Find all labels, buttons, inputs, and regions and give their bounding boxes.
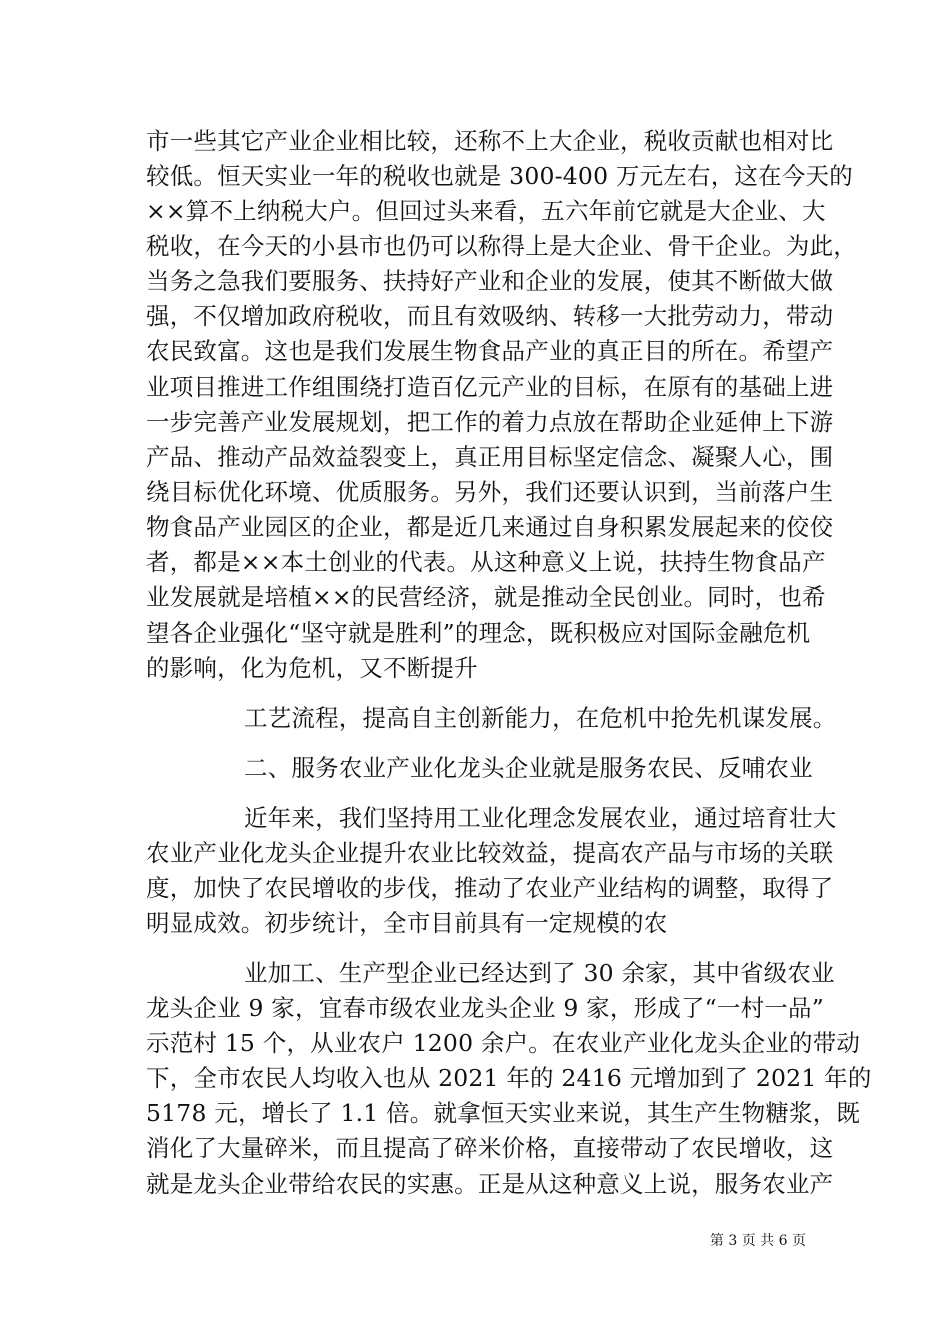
body-line: 物食品产业园区的企业，都是近几来通过自身积累发展起来的佼佼 <box>146 513 834 541</box>
body-line: 明显成效。初步统计，全市目前具有一定规模的农 <box>146 909 668 937</box>
body-line: 消化了大量碎米，而且提高了碎米价格，直接带动了农民增收，这 <box>146 1134 834 1162</box>
body-line: 较低。恒天实业一年的税收也就是 300-400 万元左右，这在今天的 <box>146 162 853 190</box>
body-line: 业发展就是培植××的民营经济，就是推动全民创业。同时，也希 <box>146 583 826 611</box>
body-line: 工艺流程，提高自主创新能力，在危机中抢先机谋发展。 <box>244 704 837 732</box>
page-number-footer: 第 3 页 共 6 页 <box>709 1233 806 1249</box>
body-line: 强，不仅增加政府税收，而且有效吸纳、转移一大批劳动力，带动 <box>146 302 834 330</box>
body-line: 农业产业化龙头企业提升农业比较效益，提高农产品与市场的关联 <box>146 839 834 867</box>
body-line: 业加工、生产型企业已经达到了 30 余家，其中省级农业 <box>244 959 835 987</box>
body-line: 市一些其它产业企业相比较，还称不上大企业，税收贡献也相对比 <box>146 127 834 155</box>
body-line: 下，全市农民人均收入也从 2021 年的 2416 元增加到了 2021 年的 <box>146 1064 872 1092</box>
body-line: 业项目推进工作组围绕打造百亿元产业的目标，在原有的基础上进 <box>146 373 834 401</box>
body-line: 度，加快了农民增收的步伐，推动了农业产业结构的调整，取得了 <box>146 874 834 902</box>
body-line: ××算不上纳税大户。但回过头来看，五六年前它就是大企业、大 <box>146 197 826 225</box>
body-line: 当务之急我们要服务、扶持好产业和企业的发展，使其不断做大做 <box>146 267 834 295</box>
body-line: 税收，在今天的小县市也仍可以称得上是大企业、骨干企业。为此， <box>146 232 857 260</box>
section-heading: 二、服务农业产业化龙头企业就是服务农民、反哺农业 <box>244 754 813 782</box>
paragraph-start-line: 近年来，我们坚持用工业化理念发展农业，通过培育壮大 <box>244 804 837 832</box>
body-line: 的影响，化为危机，又不断提升 <box>146 654 478 682</box>
body-line: 龙头企业 9 家，宜春市级农业龙头企业 9 家，形成了“一村一品” <box>146 994 824 1022</box>
body-line: 示范村 15 个，从业农户 1200 余户。在农业产业化龙头企业的带动 <box>146 1029 861 1057</box>
body-line: 绕目标优化环境、优质服务。另外，我们还要认识到，当前落户生 <box>146 478 834 506</box>
body-line: 一步完善产业发展规划，把工作的着力点放在帮助企业延伸上下游 <box>146 408 834 436</box>
body-line: 望各企业强化“坚守就是胜利”的理念，既积极应对国际金融危机 <box>146 619 811 647</box>
body-line: 就是龙头企业带给农民的实惠。正是从这种意义上说，服务农业产 <box>146 1170 834 1198</box>
body-line: 者，都是××本土创业的代表。从这种意义上说，扶持生物食品产 <box>146 548 826 576</box>
body-line: 农民致富。这也是我们发展生物食品产业的真正目的所在。希望产 <box>146 337 834 365</box>
body-line: 5178 元，增长了 1.1 倍。就拿恒天实业来说，其生产生物糖浆，既 <box>146 1099 861 1127</box>
body-line: 产品、推动产品效益裂变上，真正用目标坚定信念、凝聚人心，围 <box>146 443 834 471</box>
